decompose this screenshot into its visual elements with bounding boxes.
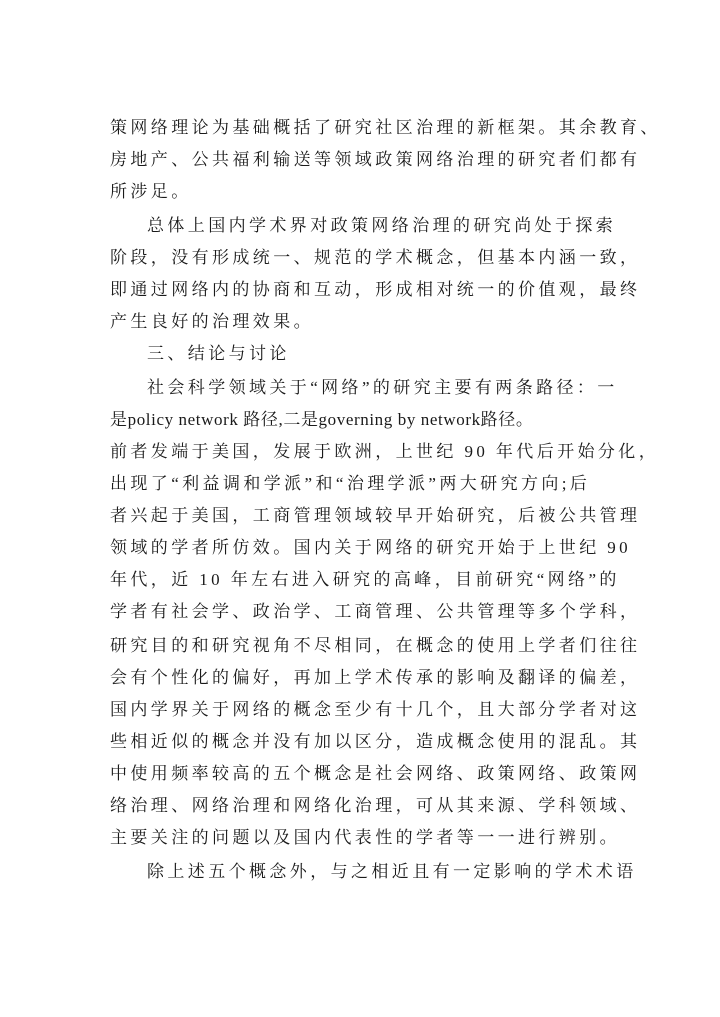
text-line: 中使用频率较高的五个概念是社会网络、政策网络、政策网 — [110, 764, 641, 783]
text-line: 前者发端于美国，发展于欧洲，上世纪 90 年代后开始分化， — [110, 442, 660, 461]
text-line: 是policy network 路径,二是governing by network路径。 — [110, 410, 534, 429]
text-line: 产生良好的治理效果。 — [110, 312, 314, 331]
text-line: 所涉足。 — [110, 182, 192, 201]
paragraph-start: 总体上国内学术界对政策网络治理的研究尚处于探索 — [147, 216, 617, 235]
text-line: 国内学界关于网络的概念至少有十几个，且大部分学者对这 — [110, 700, 641, 719]
text-line: 年代，近 10 年左右进入研究的高峰，目前研究“网络”的 — [110, 570, 620, 589]
text-line: 即通过网络内的协商和互动，形成相对统一的价值观，最终 — [110, 280, 641, 299]
text-line: 络治理、网络治理和网络化治理，可从其来源、学科领域、 — [110, 796, 641, 815]
text-line: 出现了“利益调和学派”和“治理学派”两大研究方向;后 — [110, 474, 591, 493]
text-line: 学者有社会学、政治学、工商管理、公共管理等多个学科， — [110, 602, 641, 621]
text-line: 阶段，没有形成统一、规范的学术概念，但基本内涵一致， — [110, 248, 641, 267]
text-line: 些相近似的概念并没有加以区分，造成概念使用的混乱。其 — [110, 732, 641, 751]
paragraph-start: 除上述五个概念外，与之相近且有一定影响的学术术语 — [147, 862, 637, 881]
text-line: 主要关注的问题以及国内代表性的学者等一一进行辨别。 — [110, 828, 620, 847]
text-line: 研究目的和研究视角不尽相同，在概念的使用上学者们往往 — [110, 636, 641, 655]
text-line: 会有个性化的偏好，再加上学术传承的影响及翻译的偏差， — [110, 668, 641, 687]
text-line: 策网络理论为基础概括了研究社区治理的新框架。其余教育、 — [110, 118, 661, 137]
text-line: 者兴起于美国，工商管理领域较早开始研究，后被公共管理 — [110, 506, 641, 525]
section-heading: 三、结论与讨论 — [147, 344, 290, 363]
text-line: 领域的学者所仿效。国内关于网络的研究开始于上世纪 90 — [110, 538, 632, 557]
paragraph-start: 社会科学领域关于“网络”的研究主要有两条路径：一 — [147, 378, 618, 397]
text-line: 房地产、公共福利输送等领域政策网络治理的研究者们都有 — [110, 150, 641, 169]
